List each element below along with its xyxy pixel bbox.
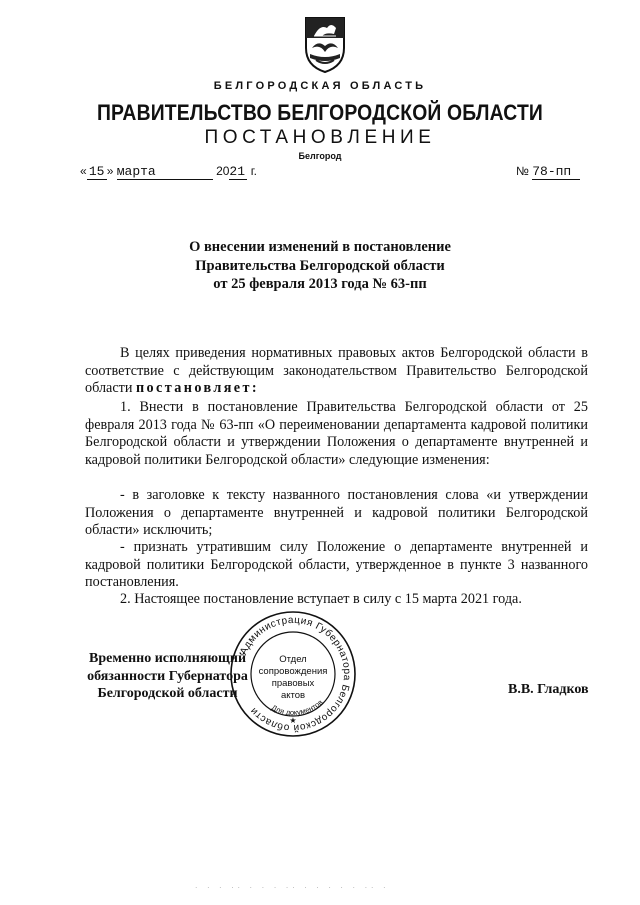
document-type: ПОСТАНОВЛЕНИЕ <box>204 127 436 148</box>
coat-of-arms-emblem <box>300 14 350 74</box>
stamp-center-line: актов <box>280 690 306 701</box>
title-line: О внесении изменений в постановление <box>189 239 451 255</box>
stamp-center-line: правовых <box>271 678 315 689</box>
city-label: Белгород <box>298 151 342 161</box>
scan-artifact: · · · ·· · · · ·· · · · · · ·· · <box>195 884 390 892</box>
date-line: « 15 » марта 2021 г. <box>80 164 258 179</box>
date-day: 15 <box>87 164 107 180</box>
amendment-2-paragraph: - признать утратившим силу Положение о департаменте внутренней и кадровой политики Белгородской области, утвержденное в пункте 3 названного постановления. <box>85 539 588 590</box>
official-stamp <box>228 609 358 739</box>
stamp-center-line: Отдел <box>279 654 307 665</box>
date-year-prefix: 20 <box>216 164 230 178</box>
amendment-1-paragraph: - в заголовке к тексту названного постановления слова «и утверждении Положения о департаменте внутренней и кадровой политики Белгородской области» исключить; <box>85 487 588 538</box>
region-heading: БЕЛГОРОДСКАЯ ОБЛАСТЬ <box>213 80 427 92</box>
date-year-suffix: 21 <box>229 164 247 180</box>
title-line: Правительства Белгородской области <box>195 257 445 274</box>
clause-1-paragraph: 1. Внести в постановление Правительства Белгородской области от 25 февраля 2013 года № 63-пп «О переименовании департамента кадровой политики Белгородской области и утверждении Положения о департаменте внутренней и кадровой политики Белгородской области» следующие изменения: <box>85 399 588 468</box>
date-month: марта <box>117 164 213 180</box>
document-title <box>0 238 640 294</box>
stamp-bottom-text: Для документов <box>269 697 325 718</box>
document-number <box>516 164 580 180</box>
clause-2-paragraph: 2. Настоящее постановление вступает в силу с 15 марта 2021 года. <box>120 591 522 607</box>
title-line: от 25 февраля 2013 года № 63-пп <box>213 276 427 292</box>
stamp-star-icon: ★ <box>289 716 297 725</box>
stamp-center-line: сопровождения <box>258 666 328 677</box>
preamble-paragraph: В целях приведения нормативных правовых актов Белгородской области в соответствие с действующим законодательством Правительство Белгородской области постановляет: <box>85 345 588 396</box>
decision-word: постановляет: <box>135 380 260 396</box>
number-label: № <box>516 164 529 178</box>
government-heading: ПРАВИТЕЛЬСТВО БЕЛГОРОДСКОЙ ОБЛАСТИ <box>96 100 544 125</box>
signatory-title: Временно исполняющий обязанности Губернатора Белгородской области <box>87 651 248 701</box>
signatory-name: В.В. Гладков <box>508 682 589 697</box>
number-value: 78-пп <box>532 164 580 180</box>
stamp-ring-text: Администрация Губернатора Белгородской области <box>238 614 353 734</box>
date-year-unit: г. <box>250 164 258 178</box>
